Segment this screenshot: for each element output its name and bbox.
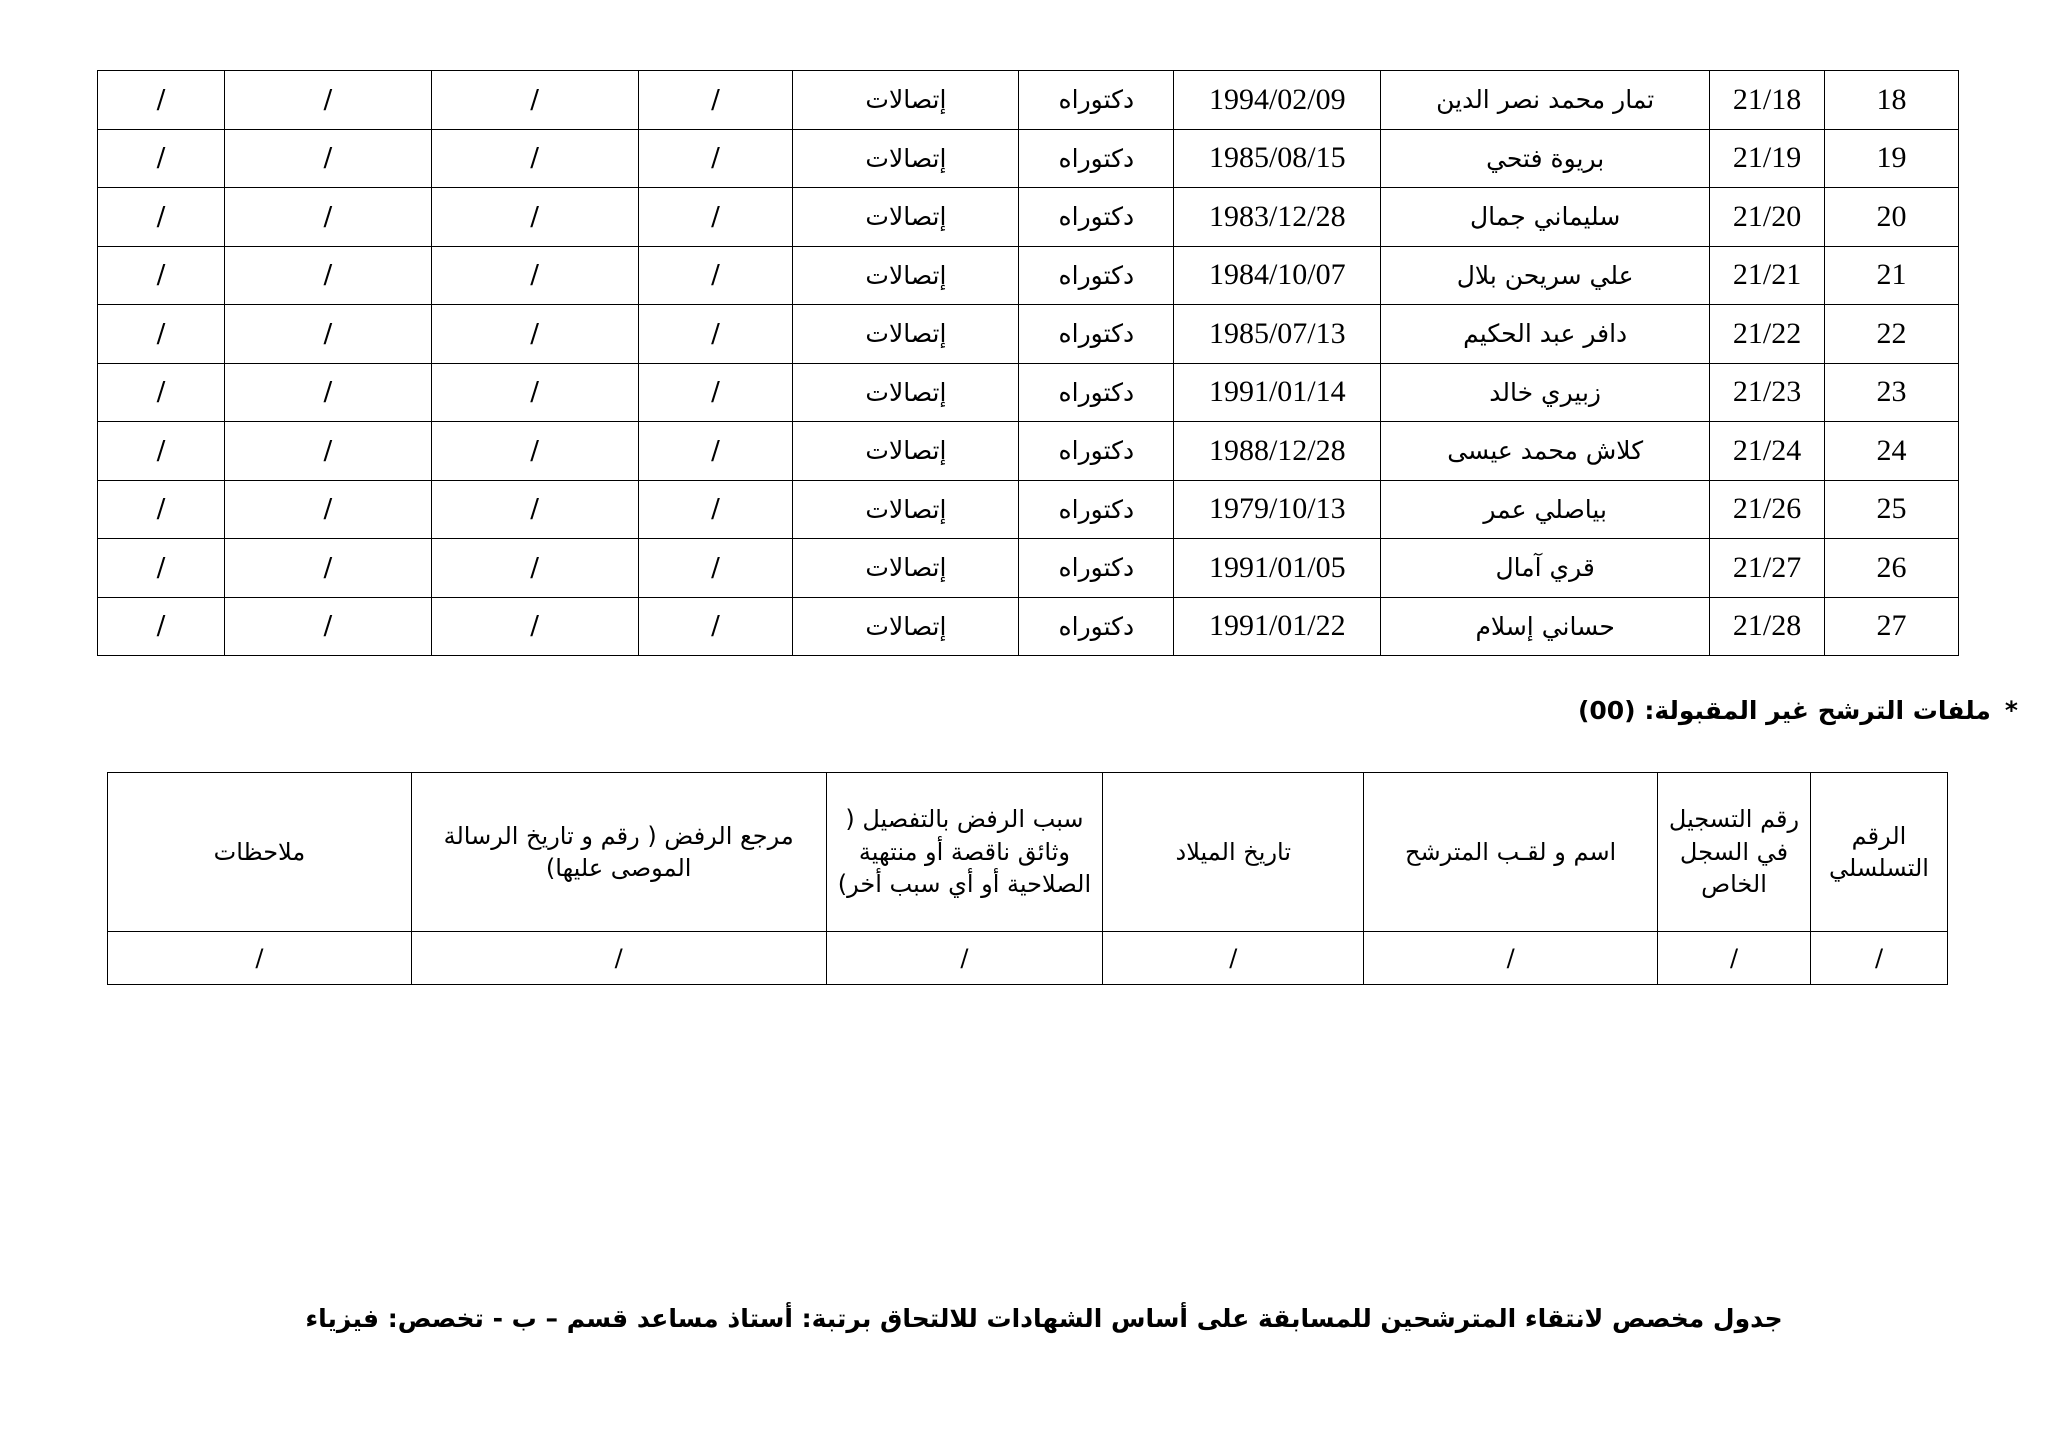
cell-col-5: / (638, 539, 793, 598)
rejected-table-row (108, 932, 1948, 985)
cell-col-6: / (431, 480, 638, 539)
cell-specialty: إتصالات (793, 597, 1019, 656)
cell-candidate-name: كلاش محمد عيسى (1381, 422, 1710, 481)
cell-registration-number: 21/21 (1710, 246, 1825, 305)
cell-registration-number: 21/23 (1710, 363, 1825, 422)
cell-birth-date: 1994/02/09 (1174, 71, 1381, 130)
cell-degree: دكتوراه (1019, 71, 1174, 130)
cell-col-7: / (224, 71, 431, 130)
cell-col-8: / (98, 71, 225, 130)
cell-birth-date: / (1103, 932, 1364, 985)
cell-col-8: / (98, 480, 225, 539)
cell-registration-number: 21/27 (1710, 539, 1825, 598)
rejected-files-heading-text: ملفات الترشح غير المقبولة: (1644, 696, 1991, 725)
cell-degree: دكتوراه (1019, 539, 1174, 598)
cell-birth-date: 1979/10/13 (1174, 480, 1381, 539)
cell-col-8: / (98, 129, 225, 188)
cell-registration-number: / (1658, 932, 1811, 985)
header-birth-date: تاريخ الميلاد (1103, 773, 1364, 932)
candidates-table-body (98, 71, 1959, 656)
cell-candidate-name: بريوة فتحي (1381, 129, 1710, 188)
cell-col-5: / (638, 129, 793, 188)
cell-serial-number: 22 (1825, 305, 1959, 364)
cell-birth-date: 1984/10/07 (1174, 246, 1381, 305)
candidate-row (98, 539, 1959, 598)
cell-col-6: / (431, 363, 638, 422)
header-rejection-reference: مرجع الرفض ( رقم و تاريخ الرسالة الموصى عليها) (411, 773, 826, 932)
cell-col-6: / (431, 71, 638, 130)
cell-birth-date: 1985/07/13 (1174, 305, 1381, 364)
cell-candidate-name: زبيري خالد (1381, 363, 1710, 422)
footer-title: جدول مخصص لانتقاء المترشحين للمسابقة على أساس الشهادات للالتحاق برتبة: أستاذ مساعد قسم – ب - تخصص: فيزياء (305, 1304, 1783, 1333)
cell-serial-number: 21 (1825, 246, 1959, 305)
header-registration-number: رقم التسجيل في السجل الخاص (1658, 773, 1811, 932)
cell-col-7: / (224, 246, 431, 305)
cell-col-6: / (431, 246, 638, 305)
cell-col-5: / (638, 71, 793, 130)
cell-col-6: / (431, 422, 638, 481)
candidate-row (98, 597, 1959, 656)
cell-col-7: / (224, 539, 431, 598)
cell-col-8: / (98, 422, 225, 481)
cell-col-7: / (224, 363, 431, 422)
cell-degree: دكتوراه (1019, 422, 1174, 481)
rejected-files-heading (1578, 696, 2018, 725)
cell-candidate-name: سليماني جمال (1381, 188, 1710, 247)
cell-candidate-name: قري آمال (1381, 539, 1710, 598)
cell-col-5: / (638, 363, 793, 422)
cell-specialty: إتصالات (793, 363, 1019, 422)
cell-birth-date: 1988/12/28 (1174, 422, 1381, 481)
header-serial-number: الرقم التسلسلي (1810, 773, 1947, 932)
cell-birth-date: 1983/12/28 (1174, 188, 1381, 247)
cell-registration-number: 21/24 (1710, 422, 1825, 481)
candidate-row (98, 422, 1959, 481)
cell-col-7: / (224, 422, 431, 481)
cell-registration-number: 21/18 (1710, 71, 1825, 130)
cell-degree: دكتوراه (1019, 246, 1174, 305)
cell-col-5: / (638, 246, 793, 305)
header-candidate-name: اسم و لقـب المترشح (1364, 773, 1658, 932)
cell-notes: / (108, 932, 412, 985)
cell-col-6: / (431, 539, 638, 598)
cell-col-6: / (431, 597, 638, 656)
candidate-row (98, 129, 1959, 188)
cell-birth-date: 1991/01/14 (1174, 363, 1381, 422)
cell-degree: دكتوراه (1019, 129, 1174, 188)
candidate-row (98, 246, 1959, 305)
cell-col-5: / (638, 597, 793, 656)
cell-serial-number: / (1810, 932, 1947, 985)
candidates-table (97, 70, 1959, 656)
cell-serial-number: 23 (1825, 363, 1959, 422)
cell-col-8: / (98, 597, 225, 656)
cell-col-7: / (224, 480, 431, 539)
candidate-row (98, 363, 1959, 422)
bullet-star: * (2004, 696, 2018, 725)
cell-registration-number: 21/22 (1710, 305, 1825, 364)
cell-candidate-name: علي سريحن بلال (1381, 246, 1710, 305)
candidate-row (98, 480, 1959, 539)
cell-col-7: / (224, 188, 431, 247)
candidate-row (98, 188, 1959, 247)
cell-specialty: إتصالات (793, 305, 1019, 364)
cell-specialty: إتصالات (793, 129, 1019, 188)
cell-serial-number: 25 (1825, 480, 1959, 539)
cell-candidate-name: حساني إسلام (1381, 597, 1710, 656)
header-notes: ملاحظات (108, 773, 412, 932)
cell-serial-number: 18 (1825, 71, 1959, 130)
cell-registration-number: 21/28 (1710, 597, 1825, 656)
cell-registration-number: 21/20 (1710, 188, 1825, 247)
cell-degree: دكتوراه (1019, 305, 1174, 364)
cell-degree: دكتوراه (1019, 480, 1174, 539)
cell-birth-date: 1985/08/15 (1174, 129, 1381, 188)
cell-serial-number: 19 (1825, 129, 1959, 188)
cell-rejection-reason: / (826, 932, 1103, 985)
cell-degree: دكتوراه (1019, 363, 1174, 422)
candidate-row (98, 71, 1959, 130)
cell-specialty: إتصالات (793, 539, 1019, 598)
rejected-table-header-row (108, 773, 1948, 932)
cell-serial-number: 20 (1825, 188, 1959, 247)
cell-registration-number: 21/19 (1710, 129, 1825, 188)
cell-specialty: إتصالات (793, 71, 1019, 130)
cell-birth-date: 1991/01/22 (1174, 597, 1381, 656)
cell-col-5: / (638, 422, 793, 481)
rejected-table (107, 772, 1948, 985)
cell-rejection-reference: / (411, 932, 826, 985)
cell-candidate-name: دافر عبد الحكيم (1381, 305, 1710, 364)
cell-candidate-name: بياصلي عمر (1381, 480, 1710, 539)
cell-candidate-name: / (1364, 932, 1658, 985)
cell-candidate-name: تمار محمد نصر الدين (1381, 71, 1710, 130)
cell-col-6: / (431, 305, 638, 364)
cell-col-5: / (638, 188, 793, 247)
cell-col-8: / (98, 246, 225, 305)
cell-serial-number: 24 (1825, 422, 1959, 481)
cell-registration-number: 21/26 (1710, 480, 1825, 539)
rejected-files-count: (00) (1577, 696, 1636, 725)
cell-col-8: / (98, 363, 225, 422)
cell-col-7: / (224, 305, 431, 364)
cell-col-6: / (431, 129, 638, 188)
cell-specialty: إتصالات (793, 480, 1019, 539)
cell-col-5: / (638, 305, 793, 364)
cell-col-8: / (98, 539, 225, 598)
cell-birth-date: 1991/01/05 (1174, 539, 1381, 598)
cell-col-5: / (638, 480, 793, 539)
cell-degree: دكتوراه (1019, 188, 1174, 247)
cell-col-7: / (224, 129, 431, 188)
cell-col-8: / (98, 188, 225, 247)
cell-specialty: إتصالات (793, 188, 1019, 247)
cell-col-7: / (224, 597, 431, 656)
candidate-row (98, 305, 1959, 364)
cell-serial-number: 27 (1825, 597, 1959, 656)
cell-specialty: إتصالات (793, 422, 1019, 481)
cell-col-6: / (431, 188, 638, 247)
cell-specialty: إتصالات (793, 246, 1019, 305)
cell-degree: دكتوراه (1019, 597, 1174, 656)
header-rejection-reason: سبب الرفض بالتفصيل ( وثائق ناقصة أو منتهية الصلاحية أو أي سبب أخر) (826, 773, 1103, 932)
cell-col-8: / (98, 305, 225, 364)
cell-serial-number: 26 (1825, 539, 1959, 598)
